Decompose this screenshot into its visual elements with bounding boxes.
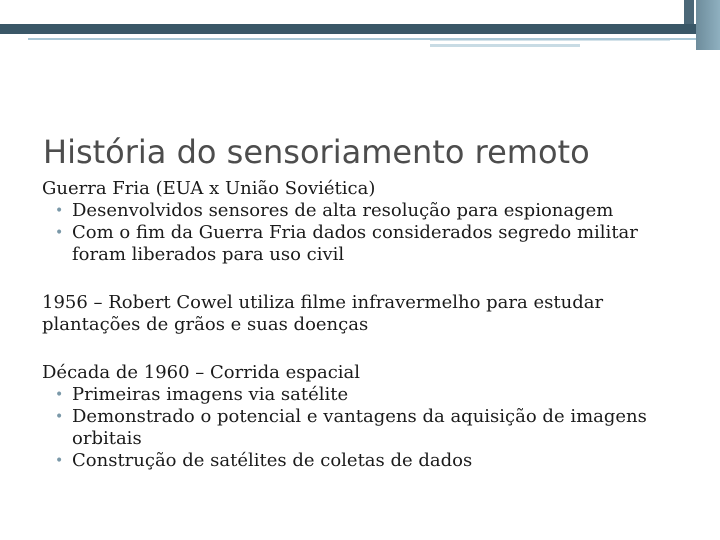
bullet-text: Desenvolvidos sensores de alta resolução para espionagem [72,200,614,221]
list-item [42,222,692,266]
bullet-icon: • [55,225,64,241]
bullet-text: Com o fim da Guerra Fria dados considerados segredo militar foram liberados para uso civil [72,222,638,265]
corner-decoration [696,0,720,50]
bullet-icon: • [55,203,64,219]
bullet-icon: • [55,387,64,403]
block-1956 [42,292,692,336]
block-intro: Década de 1960 – Corrida espacial [42,362,361,383]
slide-title: História do sensoriamento remoto [43,133,590,172]
bullet-icon: • [55,453,64,469]
bullet-list [42,200,692,266]
block-intro: Guerra Fria (EUA x União Soviética) [42,178,376,199]
bullet-list [42,384,692,472]
list-item [42,406,692,450]
header-accent-line [430,40,670,41]
block-1960s [42,362,692,472]
block-intro: 1956 – Robert Cowel utiliza filme infravermelho para estudar plantações de grãos e suas doenças [42,292,604,335]
list-item [42,450,692,472]
bullet-text: Demonstrado o potencial e vantagens da aquisição de imagens orbitais [72,406,647,449]
bullet-text: Primeiras imagens via satélite [72,384,349,405]
slide-content [42,178,692,498]
header-bar [0,24,720,34]
block-cold-war [42,178,692,266]
list-item [42,384,692,406]
bullet-text: Construção de satélites de coletas de dados [72,450,473,471]
list-item [42,200,692,222]
header-accent-line-short [430,44,580,47]
bullet-icon: • [55,409,64,425]
corner-decoration-dark [684,0,694,24]
